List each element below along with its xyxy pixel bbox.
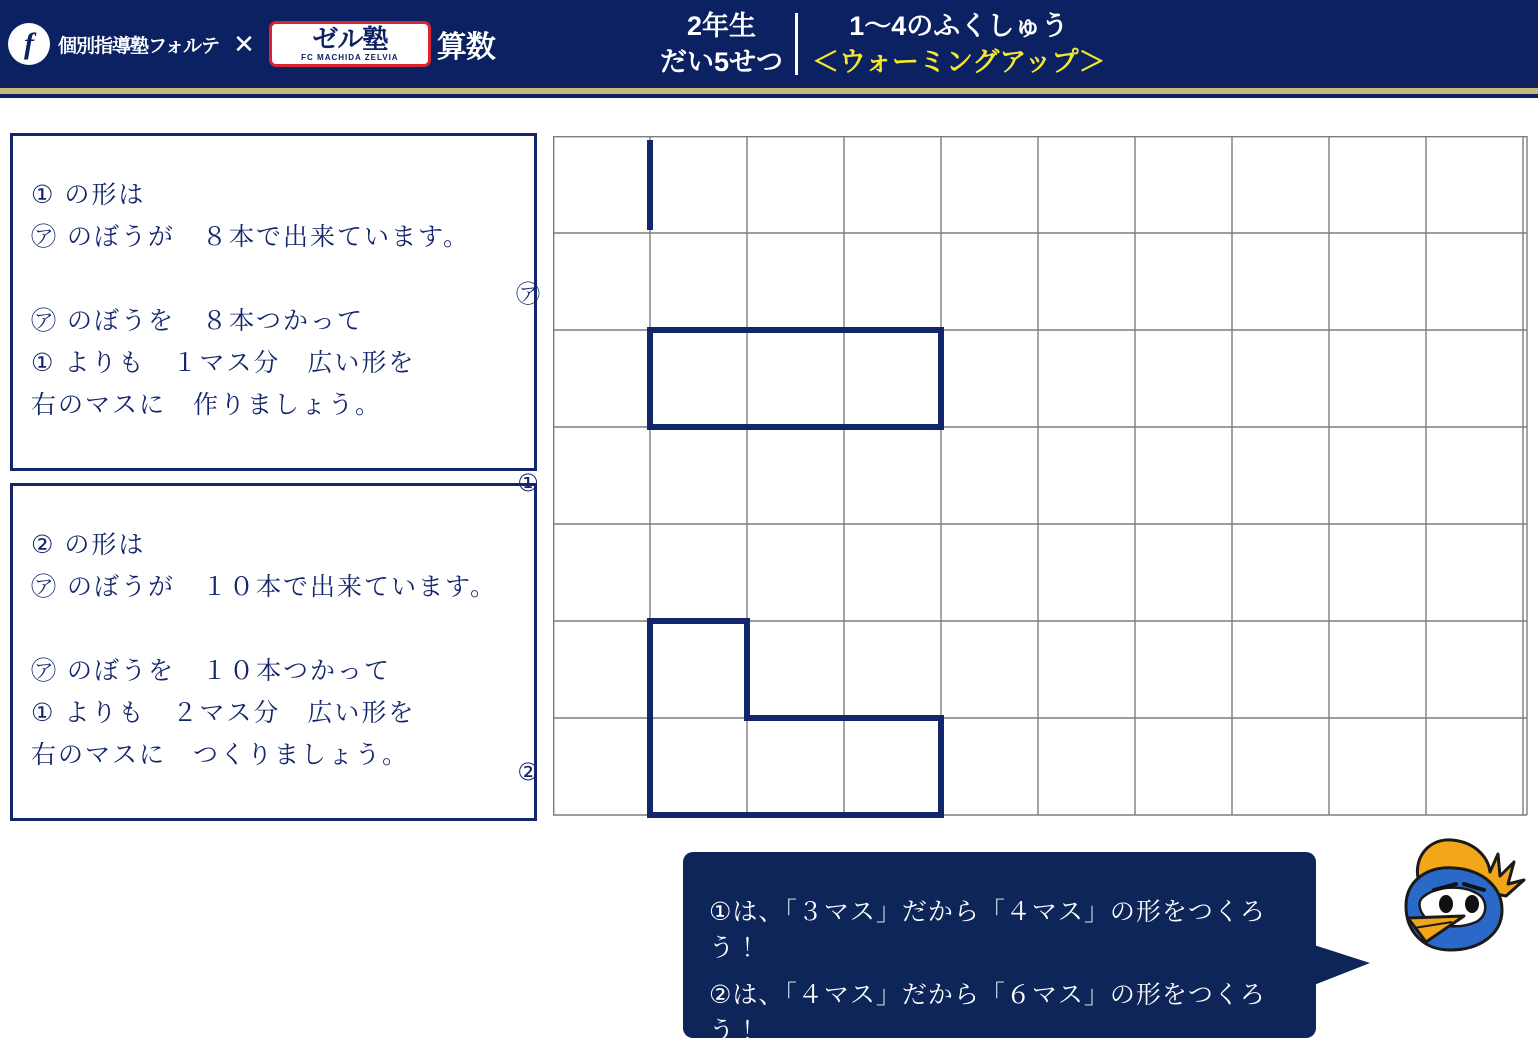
row-label-shape1: ① bbox=[517, 470, 539, 497]
page-header bbox=[0, 0, 1538, 88]
panel1-spacer bbox=[31, 258, 534, 300]
panel1-line-5: ① よりも １マス分 広い形を bbox=[31, 349, 416, 377]
panel2-line-1: ② の形は bbox=[31, 531, 146, 559]
row-label-stick: ㋐ bbox=[516, 281, 540, 308]
section-label: だい5せつ bbox=[660, 47, 784, 77]
grid-lines bbox=[553, 136, 1527, 815]
panel1-line-2: ㋐ のぼうが ８本で出来ています。 bbox=[31, 223, 470, 251]
instruction-panel-1 bbox=[10, 133, 537, 471]
panel2-line-4: ㋐ のぼうを １０本つかって bbox=[31, 657, 391, 685]
cross-icon: ✕ bbox=[233, 28, 255, 59]
panel1-line-6: 右のマスに 作りましょう。 bbox=[31, 391, 383, 419]
forte-name-label: 個別指導塾フォルテ bbox=[58, 35, 220, 57]
row-label-shape2: ② bbox=[517, 759, 539, 786]
title-left bbox=[660, 8, 795, 80]
header-navy-rule bbox=[0, 94, 1538, 98]
panel2-line-5: ① よりも ２マス分 広い形を bbox=[31, 699, 416, 727]
grid-canvas[interactable] bbox=[553, 136, 1528, 820]
activity-title: ＜ウォーミングアップ＞ bbox=[812, 47, 1106, 77]
zelvia-logo-sub: FC MACHIDA ZELVIA bbox=[301, 53, 399, 62]
logo-block bbox=[8, 10, 495, 78]
hint-line-1: ①は、「３マス」だから「４マス」の形をつくろう！ bbox=[709, 898, 1266, 962]
zelvia-logo-main: ゼル塾 bbox=[312, 24, 388, 54]
panel1-line-4: ㋐ のぼうを ８本つかって bbox=[31, 307, 364, 335]
instruction-panel-2 bbox=[10, 483, 537, 821]
hint-bubble-tail bbox=[1314, 945, 1370, 985]
title-block bbox=[660, 6, 1106, 82]
subject-label: 算数 bbox=[436, 31, 495, 64]
title-right bbox=[798, 8, 1106, 80]
forte-logo-icon: f bbox=[8, 23, 50, 65]
unit-title: 1～4のふくしゅう bbox=[849, 11, 1069, 41]
grade-label: 2年生 bbox=[687, 11, 757, 41]
panel2-line-2: ㋐ のぼうが １０本で出来ています。 bbox=[31, 573, 497, 601]
hint-bubble bbox=[683, 852, 1316, 1045]
shape-1-outline bbox=[650, 330, 941, 427]
zelvia-logo bbox=[269, 21, 431, 67]
hint-line-2: ②は、「４マス」だから「６マス」の形をつくろう！ bbox=[709, 981, 1266, 1045]
worksheet-grid[interactable] bbox=[516, 136, 1528, 820]
panel2-spacer bbox=[31, 608, 534, 650]
mascot-icon bbox=[1378, 832, 1528, 968]
panel2-line-6: 右のマスに つくりましょう。 bbox=[31, 741, 410, 769]
panel1-line-1: ① の形は bbox=[31, 181, 146, 209]
mascot-zelvy bbox=[1378, 832, 1528, 968]
